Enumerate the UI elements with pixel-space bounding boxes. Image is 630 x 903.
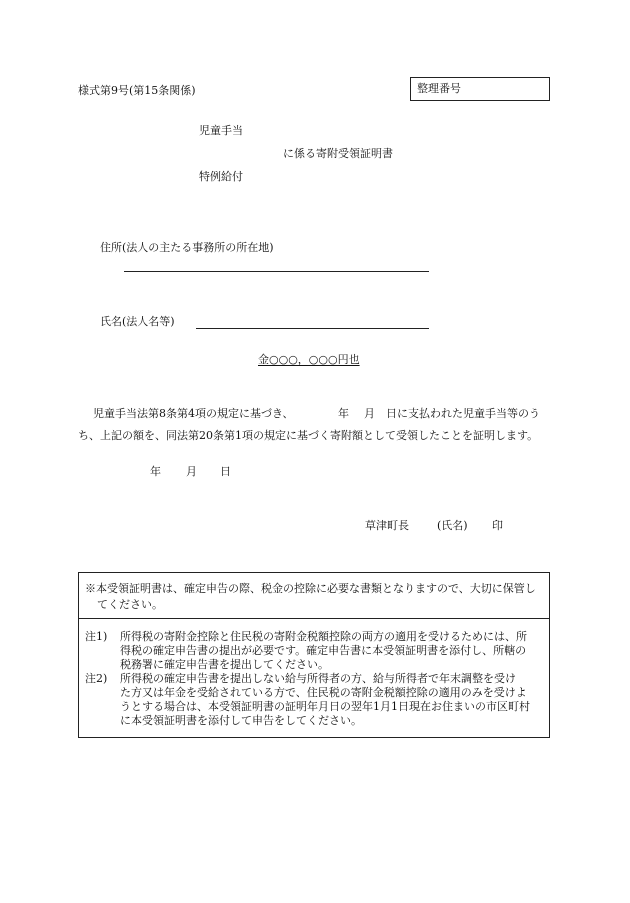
body-month-label: 月 [364,407,375,420]
note-2-label: 注2) [85,672,108,685]
date-year-label: 年 [150,465,161,478]
issuer-title: 草津町長 [365,519,409,532]
note-1-line-2: 得税の確定申告書の提出が必要です。確定申告書に本受領証明書を添付し、所轄の [120,644,527,657]
body-year-label: 年 [338,407,349,420]
note-2-line-2: た方又は年金を受給されている方で、住民税の寄附金税額控除の適用のみを受けよ [120,686,527,699]
note-1-line-3: 税務署に確定申告書を提出してください。 [120,658,329,671]
note-2-line-3: うとする場合は、本受領証明書の証明年月日の翌年1月1日現在お住まいの市区町村 [120,700,530,713]
form-number: 様式第9号(第15条関係) [78,84,196,97]
address-label: 住所(法人の主たる事務所の所在地) [100,241,274,254]
name-field-line [196,328,429,329]
notice-line-2: てください。 [97,598,163,611]
notice-line-1: ※本受領証明書は、確定申告の際、税金の控除に必要な書類となりますので、大切に保管し [85,582,536,595]
date-day-label: 日 [220,465,231,478]
address-field-line [124,271,429,272]
document-title: に係る寄附受領証明書 [283,147,393,160]
date-month-label: 月 [186,465,197,478]
reference-number-box [410,77,550,101]
note-2-line-1: 所得税の確定申告書を提出しない給与所得者の方、給与所得者で年末調整を受け [120,672,516,685]
title-allowance-type-2: 特例給付 [199,170,243,183]
body-text-line-1-continued: 日に支払われた児童手当等のう [386,407,540,420]
notes-box [78,572,550,738]
reference-number-label: 整理番号 [417,82,461,95]
note-1-label: 注1) [85,630,108,643]
issuer-name-placeholder: (氏名) [437,519,468,532]
note-1-line-1: 所得税の寄附金控除と住民税の寄附金税額控除の両方の適用を受けるためには、所 [120,630,527,643]
title-allowance-type-1: 児童手当 [199,124,243,137]
body-text-line-1: 児童手当法第8条第4項の規定に基づき、 [93,407,294,420]
seal-mark: 印 [492,519,503,532]
notes-divider [79,618,549,619]
donation-amount: 金○○○，○○○円也 [258,353,360,366]
body-text-line-2: ち、上記の額を、同法第20条第1項の規定に基づく寄附額として受領したことを証明します。 [78,429,539,442]
note-2-line-4: に本受領証明書を添付して申告をしてください。 [120,714,362,727]
name-label: 氏名(法人名等) [100,315,175,328]
